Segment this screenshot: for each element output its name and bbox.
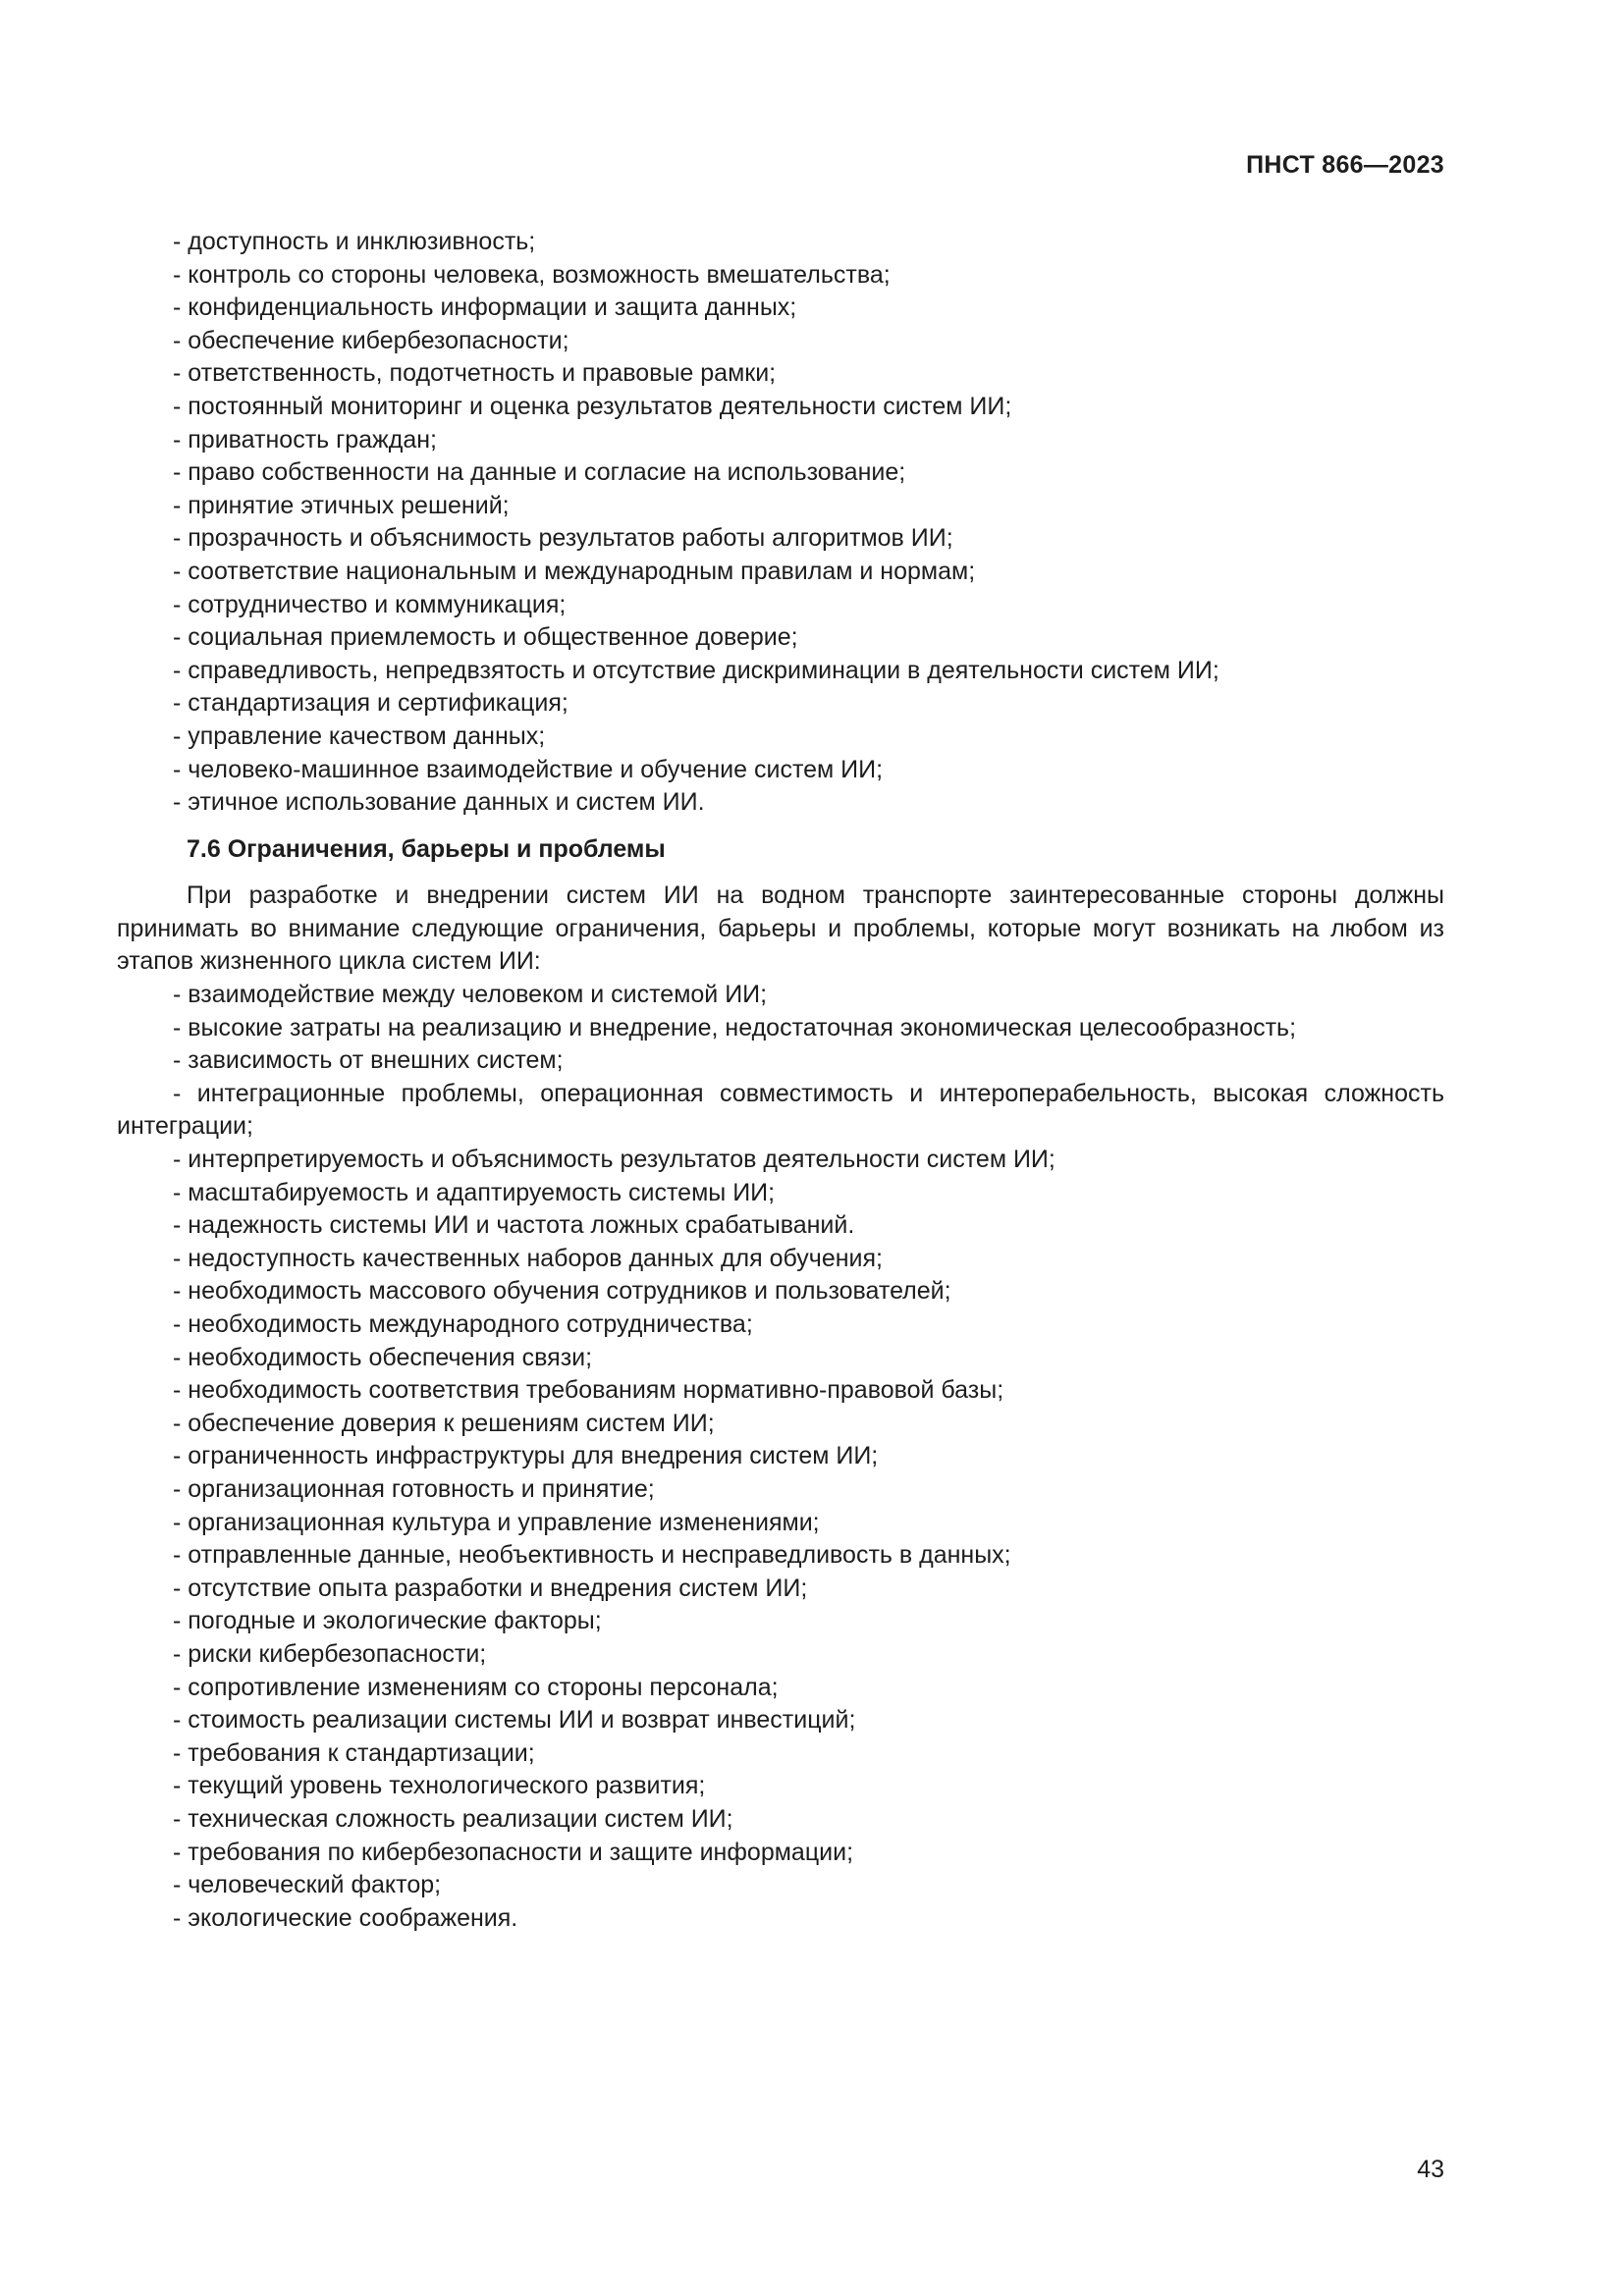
- list-item: - требования по кибербезопасности и защите информации;: [173, 1838, 854, 1866]
- list-item: - прозрачность и объяснимость результатов работы алгоритмов ИИ;: [173, 524, 953, 553]
- list-item: - этичное использование данных и систем ИИ.: [173, 788, 705, 817]
- list-item: - обеспечение доверия к решениям систем ИИ;: [173, 1409, 715, 1437]
- list-item: - техническая сложность реализации систем ИИ;: [173, 1804, 733, 1833]
- list-item: - организационная готовность и принятие;: [173, 1474, 655, 1503]
- list-item: - ограниченность инфраструктуры для внедрения систем ИИ;: [173, 1442, 879, 1470]
- list-item: - сопротивление изменениям со стороны персонала;: [173, 1673, 779, 1701]
- list-item: - стандартизация и сертификация;: [173, 689, 568, 718]
- list-item: - взаимодействие между человеком и системой ИИ;: [173, 981, 768, 1009]
- list-item: - необходимость обеспечения связи;: [173, 1343, 593, 1371]
- list-item: - приватность граждан;: [173, 425, 438, 454]
- list-item: - погодные и экологические факторы;: [173, 1607, 602, 1635]
- section-heading: 7.6 Ограничения, барьеры и проблемы: [187, 834, 666, 863]
- list-item: - необходимость массового обучения сотрудников и пользователей;: [173, 1277, 951, 1306]
- list-item: - надежность системы ИИ и частота ложных срабатываний.: [173, 1211, 855, 1240]
- list-item: - высокие затраты на реализацию и внедрение, недостаточная экономическая целесообразность;: [173, 1013, 1297, 1041]
- list-item: - отправленные данные, необъективность и несправедливость в данных;: [173, 1541, 1011, 1570]
- list-item: - недоступность качественных наборов данных для обучения;: [173, 1244, 883, 1272]
- list-item: - конфиденциальность информации и защита данных;: [173, 294, 797, 322]
- list-item: - необходимость соответствия требованиям нормативно-правовой базы;: [173, 1376, 1004, 1405]
- list-item: - интеграционные проблемы, операционная совместимость и интероперабельность, высокая сложность интеграции;: [117, 1079, 1444, 1141]
- list-item: - контроль со стороны человека, возможность вмешательства;: [173, 260, 891, 289]
- page-content: [117, 226, 1444, 1935]
- list-item: - требования к стандартизации;: [173, 1738, 535, 1767]
- list-item: - экологические соображения.: [173, 1903, 518, 1932]
- document-code: ПНСТ 866—2023: [1246, 151, 1444, 179]
- list-item: - человеческий фактор;: [173, 1871, 442, 1899]
- list-item: - риски кибербезопасности;: [173, 1639, 487, 1668]
- list-item: - стоимость реализации системы ИИ и возврат инвестиций;: [173, 1706, 856, 1735]
- list-item: - сотрудничество и коммуникация;: [173, 590, 567, 618]
- list-item: - зависимость от внешних систем;: [173, 1046, 564, 1075]
- list-item: - управление качеством данных;: [173, 721, 546, 750]
- list-item: - доступность и инклюзивность;: [173, 228, 536, 255]
- list-bottom: [117, 979, 1444, 1935]
- list-item: - отсутствие опыта разработки и внедрения систем ИИ;: [173, 1574, 808, 1602]
- page-number: 43: [1417, 2156, 1444, 2183]
- list-item: - принятие этичных решений;: [173, 491, 510, 519]
- list-item: - право собственности на данные и согласие на использование;: [173, 458, 906, 487]
- list-item: - ответственность, подотчетность и правовые рамки;: [173, 359, 777, 388]
- list-item: - социальная приемлемость и общественное доверие;: [173, 623, 798, 652]
- list-item: - организационная культура и управление изменениями;: [173, 1508, 820, 1536]
- list-item: - масштабируемость и адаптируемость системы ИИ;: [173, 1178, 776, 1206]
- list-item: - необходимость международного сотрудничества;: [173, 1310, 753, 1338]
- list-item: - человеко-машинное взаимодействие и обучение систем ИИ;: [173, 755, 884, 783]
- list-item: - соответствие национальным и международным правилам и нормам;: [173, 557, 976, 585]
- list-item: - обеспечение кибербезопасности;: [173, 326, 569, 354]
- section-intro-paragraph: При разработке и внедрении систем ИИ на водном транспорте заинтересованные стороны должны принимать во внимание следующие ограничения, барьеры и проблемы, которые могут возникать на любом из этапов жизненного цикла систем ИИ:: [117, 881, 1444, 976]
- list-item: - интерпретируемость и объяснимость результатов деятельности систем ИИ;: [173, 1146, 1056, 1174]
- list-top: [117, 226, 1444, 820]
- list-item: - справедливость, непредвзятость и отсутствие дискриминации в деятельности систем ИИ;: [173, 656, 1219, 684]
- list-item: - текущий уровень технологического развития;: [173, 1772, 706, 1800]
- list-item: - постоянный мониторинг и оценка результатов деятельности систем ИИ;: [173, 392, 1012, 420]
